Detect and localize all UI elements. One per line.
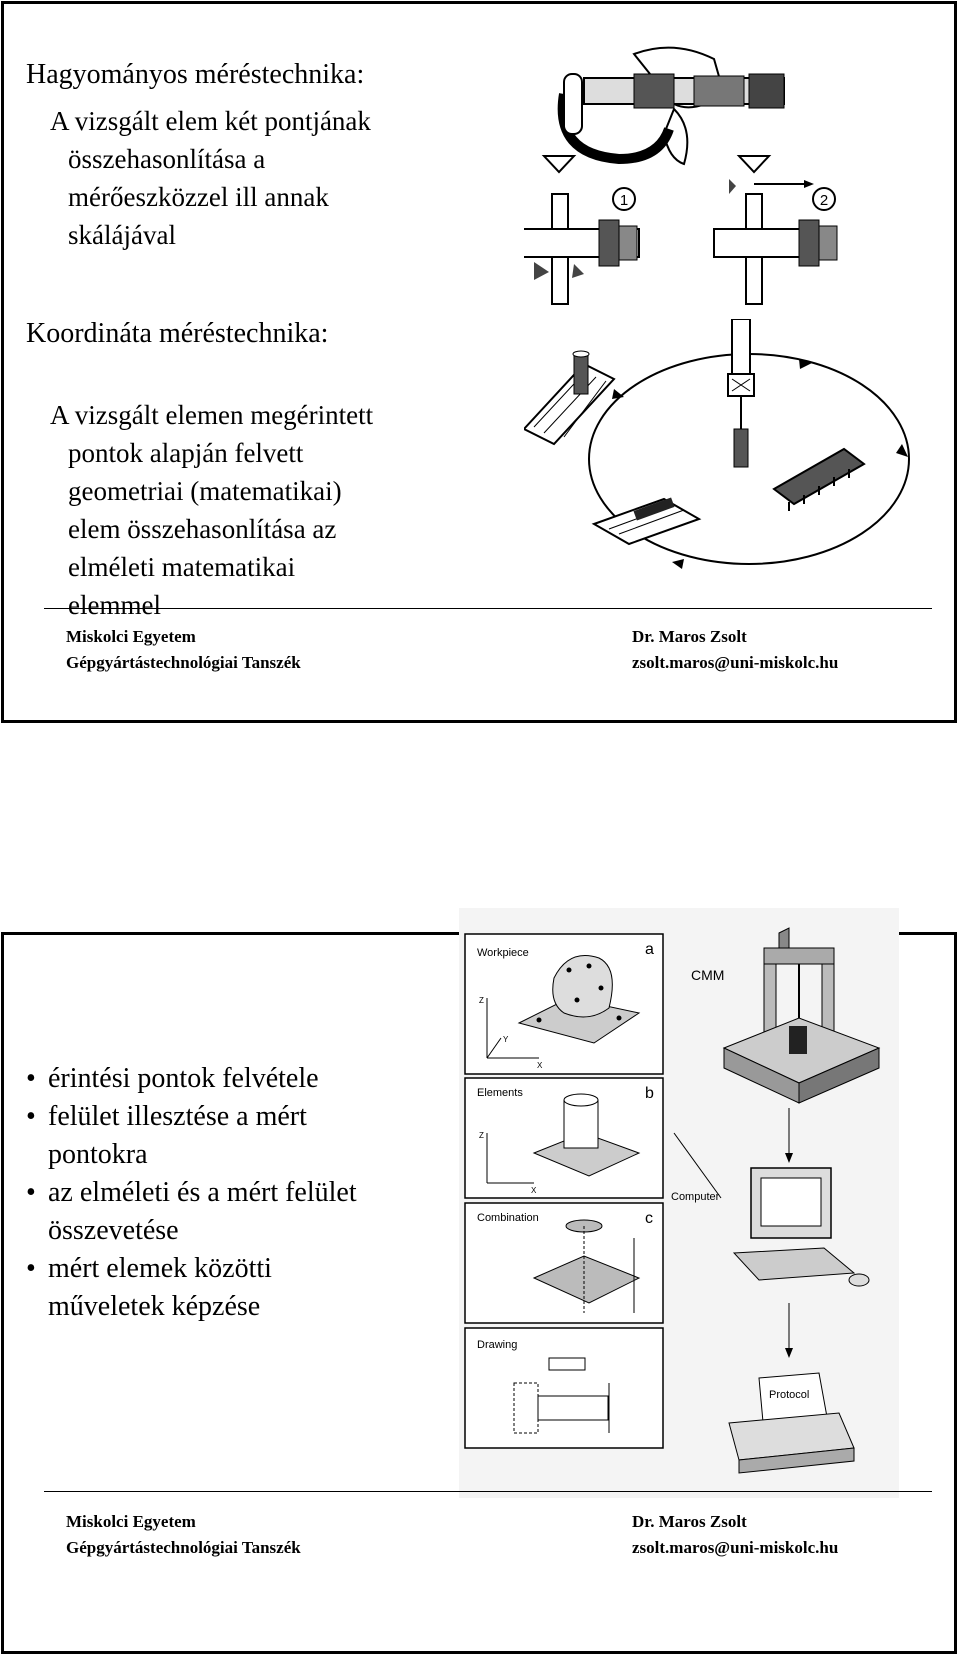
bullet-4: • mért elemek közötti: [26, 1253, 272, 1284]
para-traditional-line-3: mérőeszközzel ill annak: [68, 182, 329, 212]
footer-department: Gépgyártástechnológiai Tanszék: [66, 1538, 301, 1557]
label-c: c: [645, 1210, 653, 1227]
cylinder-element: [564, 1100, 598, 1148]
step-1-label: 1: [619, 192, 629, 209]
para-traditional-line-1: A vizsgált elem két pontjának: [50, 106, 371, 136]
footer-author: Dr. Maros Zsolt: [632, 627, 747, 646]
step-2-label: 2: [819, 192, 829, 209]
label-b: b: [645, 1085, 654, 1102]
label-protocol: Protocol: [769, 1389, 810, 1401]
cylinder-part: [574, 354, 588, 394]
machine-bed: [524, 364, 614, 444]
arrow-icon: [672, 559, 684, 569]
bullet-3-line-1: az elméleti és a mért felület: [48, 1177, 357, 1208]
para-coordinate-line-6: elemmel: [68, 590, 161, 620]
cmm-workpiece: [789, 1026, 807, 1054]
label-cmm: CMM: [691, 967, 725, 983]
chip-component: [774, 449, 864, 504]
bullet-1-line-1: érintési pontok felvétele: [48, 1063, 319, 1094]
bullet-3-line-2: összevetése: [48, 1215, 179, 1246]
bullet-3: • az elméleti és a mért felület: [26, 1177, 357, 1208]
svg-text:X: X: [531, 1186, 537, 1195]
svg-text:X: X: [537, 1061, 543, 1070]
label-workpiece: Workpiece: [477, 947, 529, 959]
arrow-down-icon: [544, 156, 574, 172]
mouse-icon: [849, 1274, 869, 1286]
footer-department: Gépgyártástechnológiai Tanszék: [66, 653, 301, 672]
footer-email: zsolt.maros@uni-miskolc.hu: [632, 653, 839, 672]
svg-text:Z: Z: [479, 1131, 484, 1140]
bullet-1: • érintési pontok felvétele: [26, 1063, 319, 1094]
label-combination: Combination: [477, 1212, 539, 1224]
footer-author: Dr. Maros Zsolt: [632, 1512, 747, 1531]
measured-part: [734, 429, 748, 467]
cmm-workflow-figure: [459, 908, 899, 1498]
label-a: a: [645, 941, 654, 958]
arrow-icon: [896, 444, 908, 457]
arrow-down-icon: [739, 156, 769, 172]
footer-university: Miskolci Egyetem: [66, 1512, 196, 1531]
bullet-2-line-1: felület illesztése a mért: [48, 1101, 307, 1132]
bullet-4-line-1: mért elemek közötti: [48, 1253, 272, 1284]
footer-university: Miskolci Egyetem: [66, 627, 196, 646]
bullet-4-line-2: műveletek képzése: [48, 1291, 261, 1322]
heading-coordinate: Koordináta méréstechnika:: [26, 318, 329, 349]
slide-2: [1, 932, 957, 1654]
para-traditional-line-2: összehasonlítása a: [68, 144, 266, 174]
bullet-2: • felület illesztése a mért: [26, 1101, 307, 1132]
label-computer: Computer: [671, 1191, 720, 1203]
footer-rule: [44, 608, 932, 609]
slide-1: [1, 1, 957, 723]
bullet-2-line-2: pontokra: [48, 1139, 148, 1170]
para-coordinate-line-2: pontok alapján felvett: [68, 438, 304, 468]
cmm-bridge: [764, 948, 834, 964]
svg-text:Z: Z: [479, 996, 484, 1005]
micrometer-illustration: [524, 34, 924, 314]
para-coordinate-line-1: A vizsgált elemen megérintett: [50, 400, 374, 430]
label-drawing: Drawing: [477, 1339, 518, 1351]
para-traditional-line-4: skálájával: [68, 220, 176, 250]
heading-traditional: Hagyományos méréstechnika:: [26, 59, 365, 90]
svg-text:Y: Y: [503, 1035, 509, 1044]
cmm-cycle-illustration: [524, 319, 924, 579]
label-elements: Elements: [477, 1087, 523, 1099]
probe-head: [732, 319, 750, 379]
printer-icon: [594, 499, 699, 544]
para-coordinate-line-5: elméleti matematikai: [68, 552, 296, 582]
footer-email: zsolt.maros@uni-miskolc.hu: [632, 1538, 839, 1557]
para-coordinate-line-3: geometriai (matematikai): [68, 476, 342, 506]
footer-rule: [44, 1491, 932, 1492]
para-coordinate-line-4: elem összehasonlítása az: [68, 514, 337, 544]
